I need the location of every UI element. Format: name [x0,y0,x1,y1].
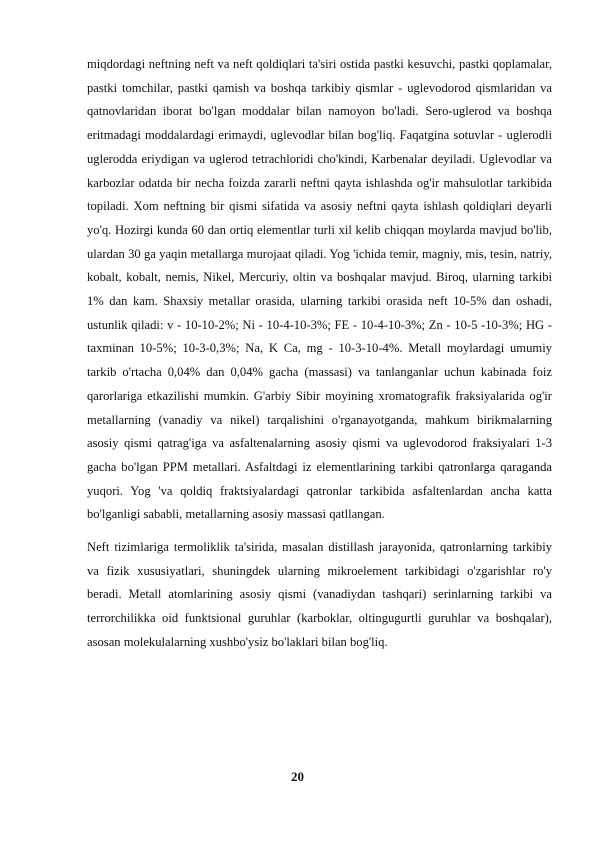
document-body [87,53,552,655]
paragraph-2: Neft tizimlariga termoliklik ta'sirida, masalan distillash jarayonida, qatronlarning tarkibiy va fizik xususiyatlari, shuningdek ularning mikroelement tarkibidagi o'zgarishlar ro'y beradi. Metall atomlarining asosiy qismi (vanadiydan tashqari) serinlarning tarkibi va terrorchilikka oid funktsional guruhlar (karboklar, oltingugurtli guruhlar va boshqalar), asosan molekulalarning xushbo'ysiz bo'laklari bilan bog'liq. [87,540,552,649]
page-number: 20 [291,769,304,784]
paragraph-1: miqdordagi neftning neft va neft qoldiqlari ta'siri ostida pastki kesuvchi, pastki qoplamalar, pastki tomchilar, pastki qamish va boshqa tarkibiy qismlar - uglevodorod qismlaridan va qatnovlaridan iborat bo'lgan moddalar bilan namoyon bo'ladi. Sero-uglerod va boshqa eritmadagi moddalardagi erimaydi, uglevodlar bilan bog'liq. Faqatgina sotuvlar - uglerodli uglerodda eriydigan va uglerod tetrachloridi cho'kindi, Karbenalar deyiladi. Uglevodlar va karbozlar odatda bir necha foizda zararli neftni qayta ishlashda og'ir mahsulotlar tarkibida topiladi. Xom neftning bir qismi sifatida va asosiy neftni qayta ishlash qoldiqlari deyarli yo'q. Hozirgi kunda 60 dan ortiq elementlar turli xil kelib chiqqan moylarda mavjud bo'lib, ulardan 30 ga yaqin metallarga murojaat qiladi. Yog 'ichida temir, magniy, mis, tesin, natriy, kobalt, kobalt, nemis, Nikel, Mercuriy, oltin va boshqalar mavjud. Biroq, ularning tarkibi 1% dan kam. Shaxsiy metallar orasida, ularning tarkibi orasida neft 10-5% dan oshadi, ustunlik qiladi: v - 10-10-2%; Ni - 10-4-10-3%; FE - 10-4-10-3%; Zn - 10-5 -10-3%; HG - taxminan 10-5%; 10-3-0,3%; Na, K Ca, mg - 10-3-10-4%. Metall moylardagi umumiy tarkib o'rtacha 0,04% dan 0,04% gacha (massasi) va tanlanganlar uchun kabinada foiz qarorlariga etkazilishi mumkin. G'arbiy Sibir moyining xromatografik fraksiyalarida og'ir metallarning (vanadiy va nikel) tarqalishini o'rganayotganda, mahkum birikmalarning asosiy qismi qatrag'iga va asfaltenalarning asosiy qismi va uglevodorod fraksiyalari 1-3 gacha bo'lgan PPM metallari. Asfaltdagi iz elementlarining tarkibi qatronlarga qaraganda yuqori. Yog 'va qoldiq fraktsiyalardagi qatronlar tarkibida asfaltenlardan ancha katta bo'lganligi sababli, metallarning asosiy massasi qatllangan. [87,57,552,522]
